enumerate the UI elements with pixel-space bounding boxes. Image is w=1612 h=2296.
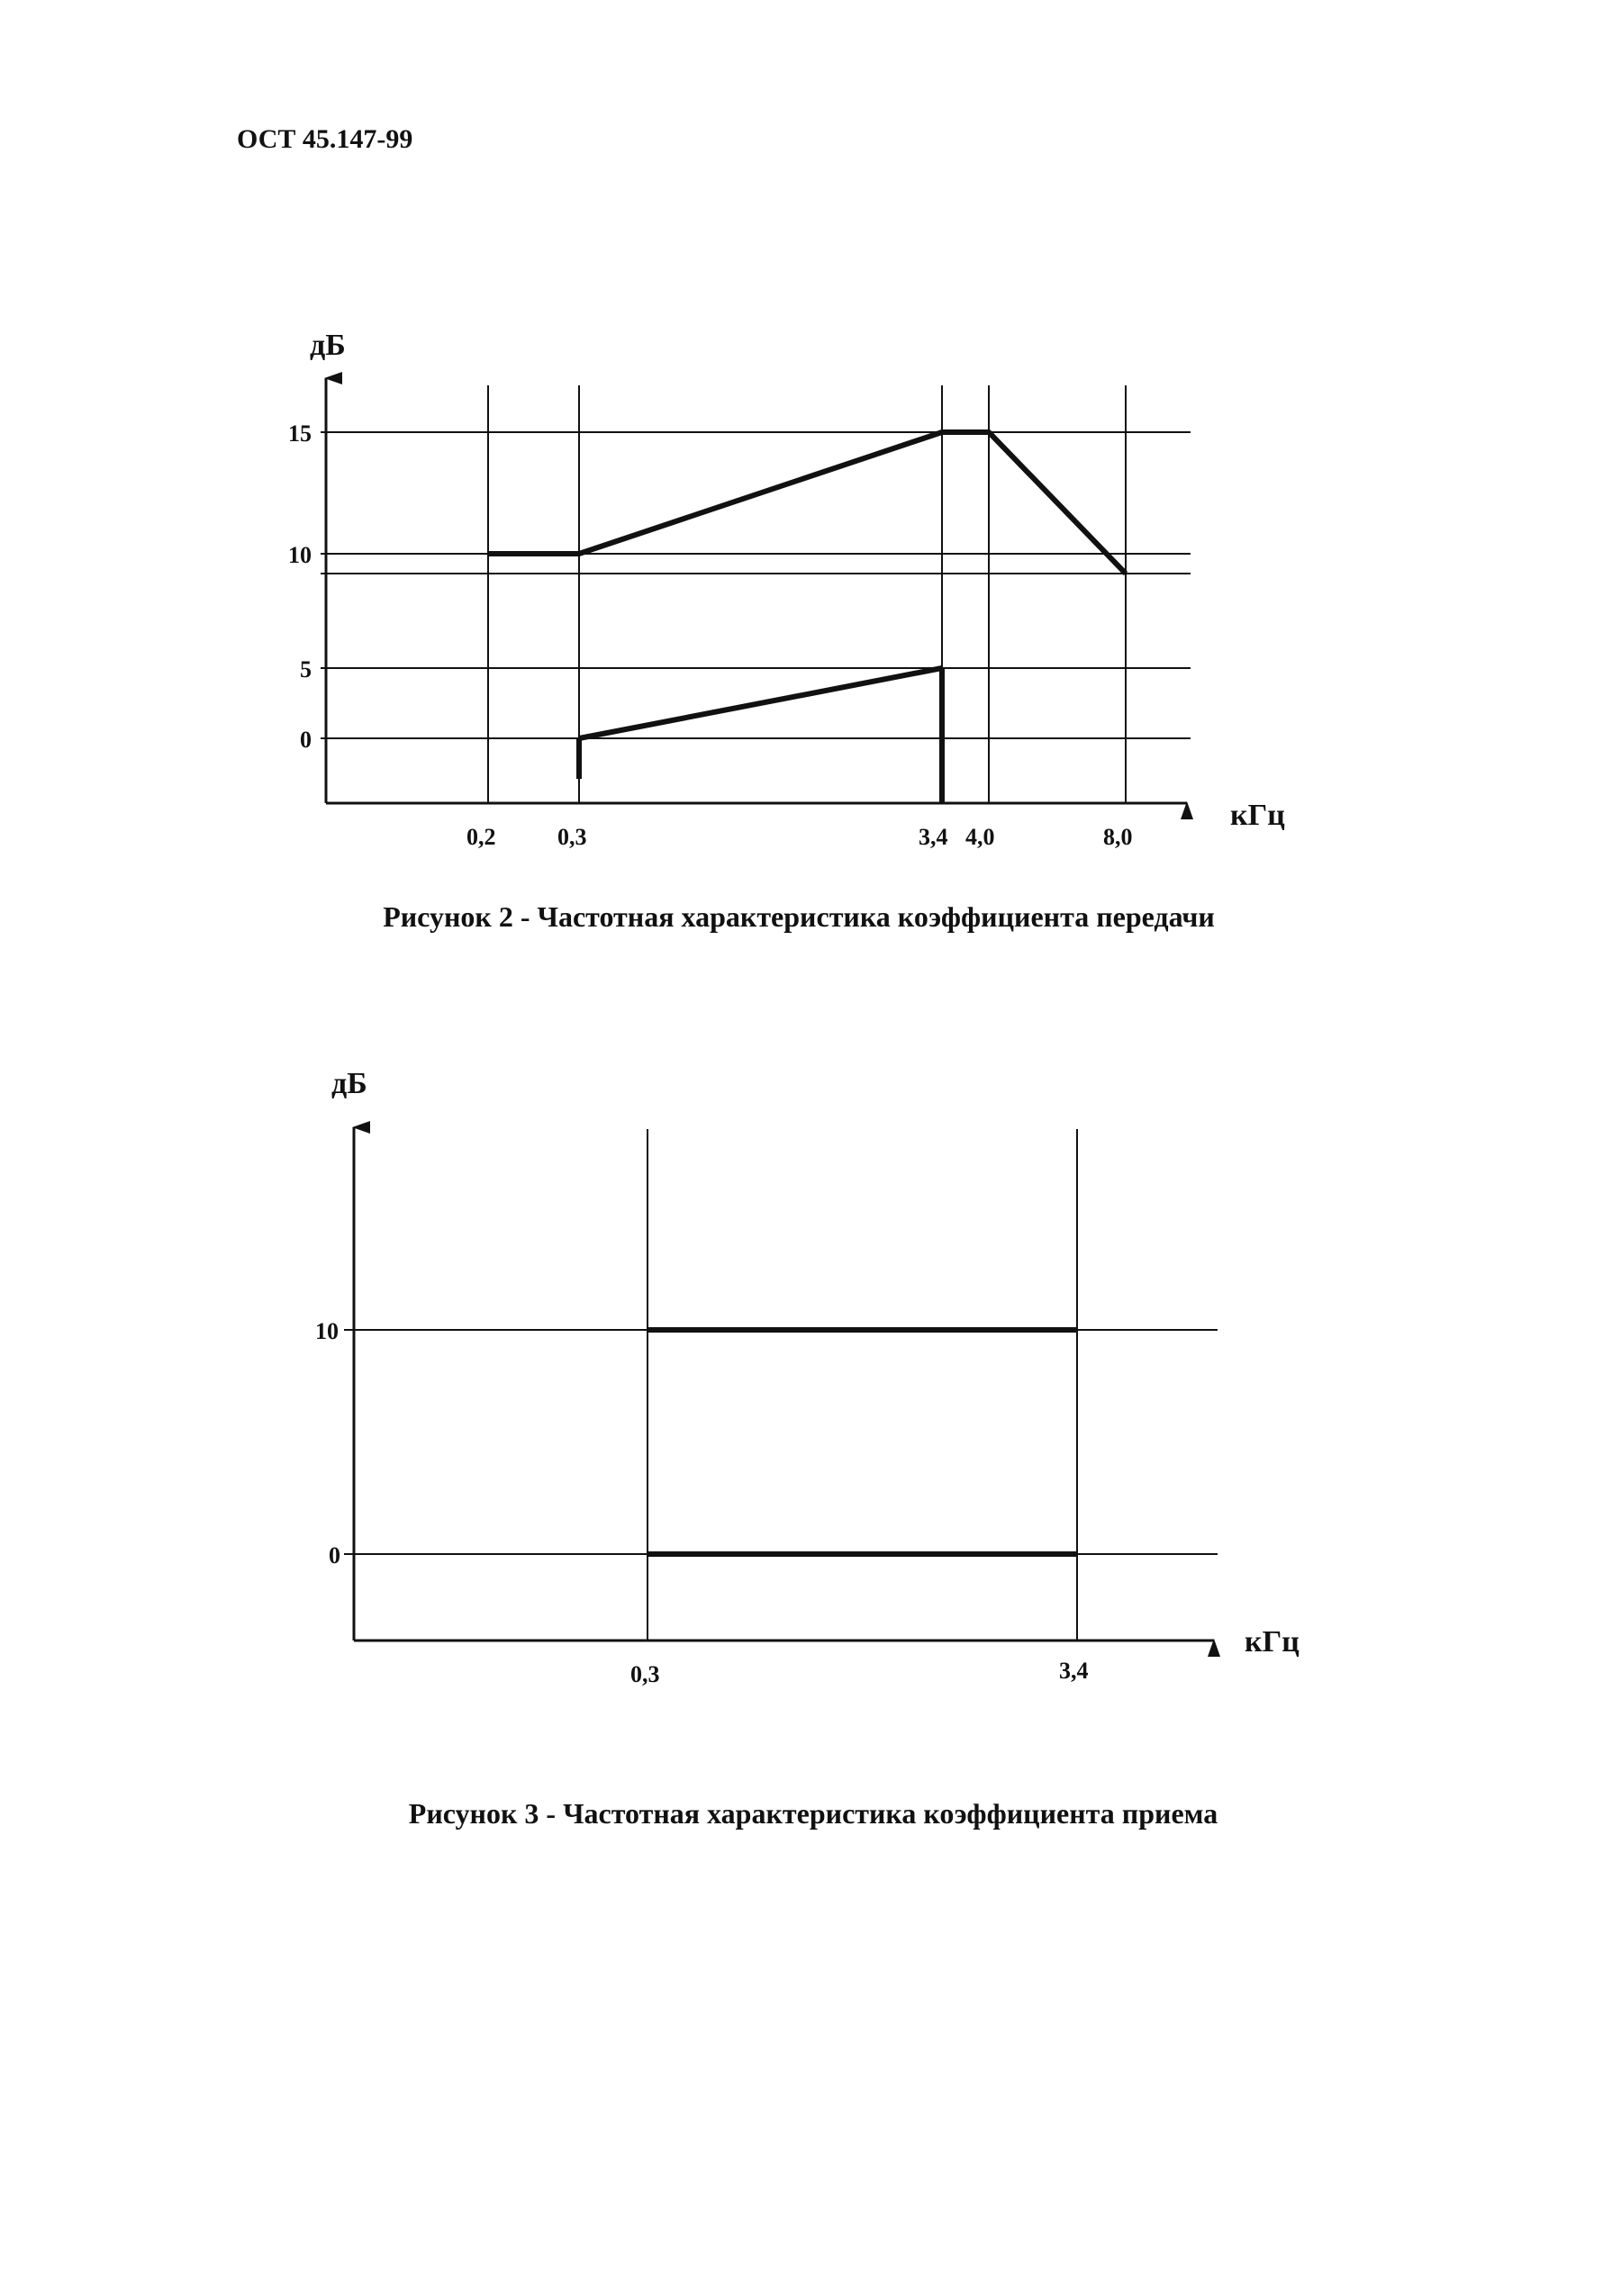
figure-3-chart bbox=[0, 1053, 1612, 1706]
x-axis-label: кГц bbox=[1230, 799, 1285, 832]
x-tick-8-0: 8,0 bbox=[1103, 824, 1133, 850]
y-tick-5: 5 bbox=[300, 656, 312, 682]
x-tick-3-4: 3,4 bbox=[919, 824, 948, 850]
x-tick-0-3: 0,3 bbox=[557, 824, 587, 850]
figure-3-svg bbox=[0, 1053, 1612, 1702]
y-axis-label: дБ bbox=[310, 329, 346, 362]
document-code: ОСТ 45.147-99 bbox=[237, 124, 413, 154]
y-tick-0: 0 bbox=[329, 1542, 340, 1568]
y-tick-15: 15 bbox=[288, 420, 312, 447]
series-lower-limit bbox=[579, 668, 942, 738]
figure-2-svg bbox=[0, 324, 1612, 864]
x-axis-label: кГц bbox=[1245, 1625, 1300, 1659]
x-tick-0-2: 0,2 bbox=[466, 824, 496, 850]
y-axis-label: дБ bbox=[331, 1067, 367, 1100]
y-tick-0: 0 bbox=[300, 727, 312, 753]
y-tick-10: 10 bbox=[288, 542, 312, 568]
figure-2-chart bbox=[0, 324, 1612, 869]
x-tick-3-4: 3,4 bbox=[1059, 1658, 1089, 1684]
x-tick-0-3: 0,3 bbox=[630, 1661, 660, 1687]
series-upper-limit bbox=[488, 432, 1126, 574]
x-tick-4-0: 4,0 bbox=[965, 824, 995, 850]
figure-2-caption: Рисунок 2 - Частотная характеристика коэффициента передачи bbox=[383, 900, 1215, 933]
y-tick-10: 10 bbox=[315, 1318, 339, 1344]
figure-3-caption: Рисунок 3 - Частотная характеристика коэффициента приема bbox=[408, 1797, 1218, 1830]
